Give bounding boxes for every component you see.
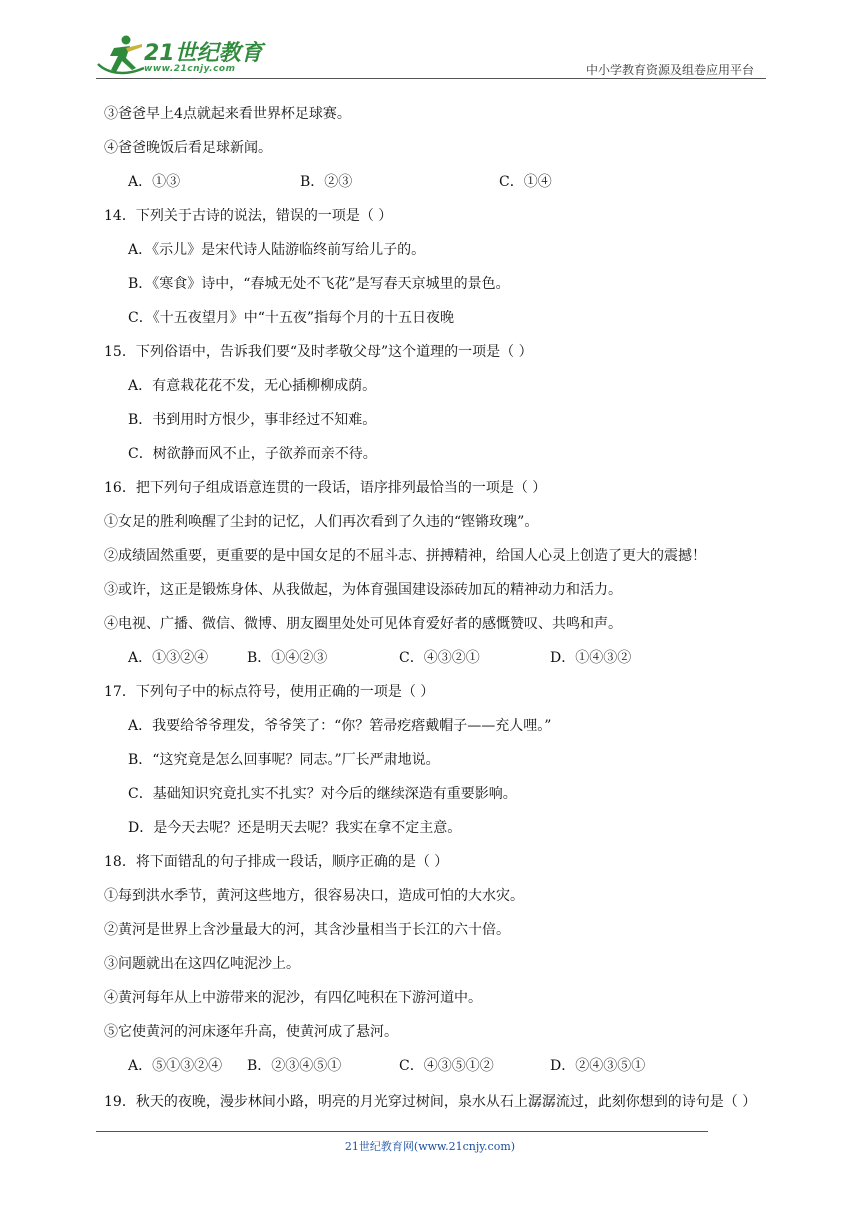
text-line: ④爸爸晚饭后看足球新闻。	[104, 140, 272, 156]
site-logo	[96, 34, 266, 78]
option-b: B．《寒食》诗中，“春城无处不飞花”是写春天京城里的景色。	[128, 276, 510, 292]
q13-options	[104, 170, 769, 204]
sentence-2: ②成绩固然重要，更重要的是中国女足的不屈斗志、拼搏精神，给国人心灵上创造了更大的震撼！	[104, 548, 706, 564]
option-a: A．我要给爷爷理发，爷爷笑了：“你？箬帚疙瘩戴帽子——充人哩。”	[128, 718, 552, 734]
q18-options	[104, 1054, 769, 1088]
option-a: A．①③②④	[128, 650, 209, 666]
option-c: C．①④	[499, 174, 552, 190]
footer-divider	[96, 1131, 708, 1132]
platform-name: 中小学教育资源及组卷应用平台	[585, 63, 754, 77]
option-b: B．书到用时方恨少，事非经过不知难。	[128, 412, 377, 428]
option-c: C．④③⑤①②	[399, 1058, 494, 1074]
text-line: ③爸爸早上4点就起来看世界杯足球赛。	[104, 106, 351, 122]
sentence-3: ③问题就出在这四亿吨泥沙上。	[104, 956, 300, 972]
option-d: D．①④③②	[550, 650, 632, 666]
option-b: B．②③	[300, 174, 353, 190]
question-15: 15．下列俗语中，告诉我们要“及时孝敬父母”这个道理的一项是（ ）	[104, 344, 533, 360]
option-a: A．⑤①③②④	[128, 1058, 223, 1074]
runner-logo-icon	[96, 34, 146, 78]
sentence-3: ③或许，这正是锻炼身体、从我做起，为体育强国建设添砖加瓦的精神动力和活力。	[104, 582, 622, 598]
logo-url: www.21cnjy.com	[144, 64, 236, 74]
option-c: C．《十五夜望月》中“十五夜”指每个月的十五日夜晚	[128, 310, 455, 326]
header-divider	[96, 78, 766, 79]
option-d: D．是今天去呢？还是明天去呢？我实在拿不定主意。	[128, 820, 462, 836]
sentence-4: ④黄河每年从上中游带来的泥沙，有四亿吨积在下游河道中。	[104, 990, 482, 1006]
option-b: B．②③④⑤①	[247, 1058, 342, 1074]
question-19: 19．秋天的夜晚，漫步林间小路，明亮的月光穿过树间，泉水从石上潺潺流过，此刻你想到的诗句是（ ）	[104, 1094, 757, 1110]
page-header	[96, 30, 766, 80]
sentence-1: ①女足的胜利唤醒了尘封的记忆，人们再次看到了久违的“铿锵玫瑰”。	[104, 514, 539, 530]
q16-options	[104, 646, 769, 680]
exam-content	[104, 102, 769, 1144]
option-a: A．①③	[128, 174, 181, 190]
question-18: 18．将下面错乱的句子排成一段话，顺序正确的是（ ）	[104, 854, 449, 870]
question-16: 16．把下列句子组成语意连贯的一段话，语序排列最恰当的一项是（ ）	[104, 480, 547, 496]
question-17: 17．下列句子中的标点符号，使用正确的一项是（ ）	[104, 684, 435, 700]
option-a: A．有意栽花花不发，无心插柳柳成荫。	[128, 378, 377, 394]
option-c: C．基础知识究竟扎实不扎实？对今后的继续深造有重要影响。	[128, 786, 517, 802]
question-14: 14．下列关于古诗的说法，错误的一项是（ ）	[104, 208, 393, 224]
sentence-2: ②黄河是世界上含沙量最大的河，其含沙量相当于长江的六十倍。	[104, 922, 510, 938]
option-d: D．②④③⑤①	[550, 1058, 646, 1074]
option-a: A．《示儿》是宋代诗人陆游临终前写给儿子的。	[128, 242, 426, 258]
logo-title: 21世纪教育	[144, 41, 263, 66]
option-b: B．“这究竟是怎么回事呢？同志。”厂长严肃地说。	[128, 752, 440, 768]
option-b: B．①④②③	[247, 650, 328, 666]
sentence-1: ①每到洪水季节，黄河这些地方，很容易决口，造成可怕的大水灾。	[104, 888, 524, 904]
option-c: C．树欲静而风不止，子欲养而亲不待。	[128, 446, 377, 462]
sentence-5: ⑤它使黄河的河床逐年升高，使黄河成了悬河。	[104, 1024, 398, 1040]
option-c: C．④③②①	[399, 650, 480, 666]
sentence-4: ④电视、广播、微信、微博、朋友圈里处处可见体育爱好者的感慨赞叹、共鸣和声。	[104, 616, 622, 632]
footer-link[interactable]: 21世纪教育网(www.21cnjy.com)	[344, 1140, 516, 1153]
